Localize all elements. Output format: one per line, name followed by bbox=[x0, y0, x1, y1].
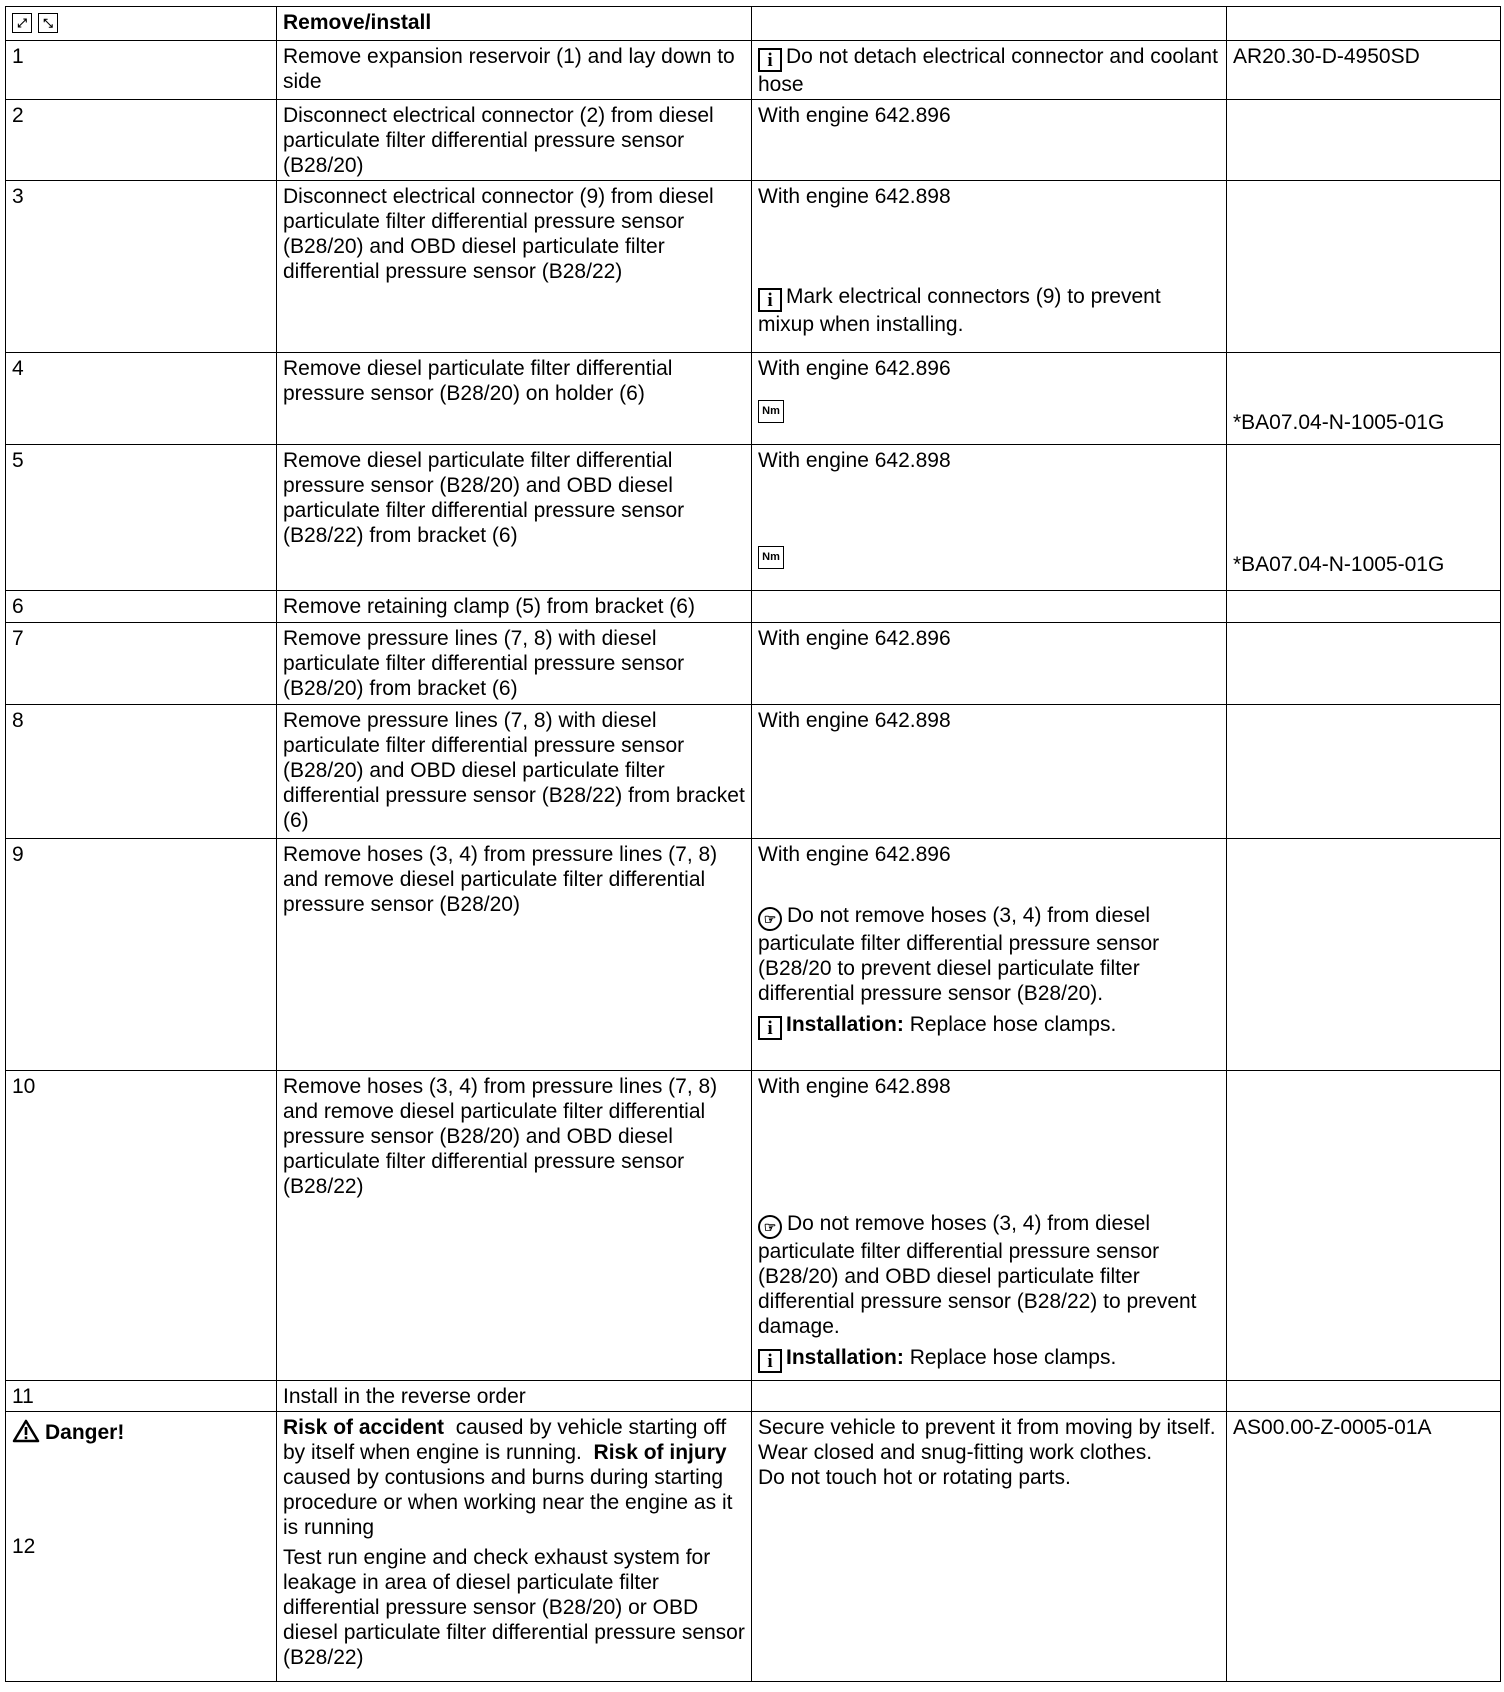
step-action: Remove diesel particulate filter differential pressure sensor (B28/20) and OBD diesel particulate filter differential pressure sensor (B28/22) from bracket (6) bbox=[277, 445, 752, 591]
step-reference bbox=[1227, 353, 1501, 445]
step-action: Remove hoses (3, 4) from pressure lines (7, 8) and remove diesel particulate filter differential pressure sensor (B28/20) and OBD diesel particulate filter differential pressure sensor (B28/22) bbox=[277, 1071, 752, 1381]
header-empty bbox=[1227, 7, 1501, 41]
table-row bbox=[6, 353, 1501, 445]
torque-icon[interactable]: Nm bbox=[758, 546, 784, 569]
step-reference bbox=[1227, 100, 1501, 181]
step-number: 6 bbox=[6, 591, 277, 623]
step-note bbox=[752, 41, 1227, 100]
step-number: 2 bbox=[6, 100, 277, 181]
table-row bbox=[6, 1381, 1501, 1412]
note-icon: ☞ bbox=[758, 907, 782, 931]
reference-link[interactable]: *BA07.04-N-1005-01G bbox=[1233, 411, 1445, 434]
spacer bbox=[1233, 356, 1494, 410]
table-row bbox=[6, 41, 1501, 100]
step-action: Remove pressure lines (7, 8) with diesel particulate filter differential pressure sensor (B28/20) and OBD diesel particulate filter differential pressure sensor (B28/22) from bracket (6) bbox=[277, 705, 752, 839]
info-icon: i bbox=[758, 1016, 782, 1040]
danger-heading bbox=[12, 1419, 270, 1445]
procedure-table bbox=[5, 6, 1501, 1682]
table-row bbox=[6, 1071, 1501, 1381]
header-row bbox=[6, 7, 1501, 41]
installation-text: Replace hose clamps. bbox=[909, 1346, 1117, 1369]
step-reference[interactable]: AR20.30-D-4950SD bbox=[1227, 41, 1501, 100]
step-note bbox=[752, 839, 1227, 1071]
step-number: 4 bbox=[6, 353, 277, 445]
note-text: Do not remove hoses (3, 4) from diesel particulate filter differential pressure sensor (B28/20 to prevent diesel particulate filter differential pressure sensor (B28/20). bbox=[758, 904, 1160, 1005]
spacer bbox=[758, 473, 1220, 541]
step-note bbox=[752, 1381, 1227, 1412]
step-note bbox=[752, 181, 1227, 353]
spacer bbox=[758, 381, 1220, 395]
risk-text: caused by contusions and burns during starting procedure or when working near the engine as it is running bbox=[283, 1466, 733, 1539]
step-note: With engine 642.896 bbox=[752, 623, 1227, 705]
header-title: Remove/install bbox=[277, 7, 752, 41]
risk-text: caused by vehicle starting off by itself when engine is running. bbox=[283, 1416, 727, 1464]
step-number: 12 bbox=[12, 1535, 36, 1558]
safety-text: Wear closed and snug-fitting work clothes. bbox=[758, 1441, 1153, 1464]
note-text: With engine 642.898 bbox=[758, 449, 951, 472]
table-row bbox=[6, 1412, 1501, 1682]
step-number: 5 bbox=[6, 445, 277, 591]
step-action: Remove expansion reservoir (1) and lay down to side bbox=[277, 41, 752, 100]
table-row bbox=[6, 100, 1501, 181]
table-row bbox=[6, 623, 1501, 705]
note-text: Do not detach electrical connector and coolant hose bbox=[758, 45, 1218, 96]
reference-link[interactable]: *BA07.04-N-1005-01G bbox=[1233, 553, 1445, 576]
step-action bbox=[277, 1412, 752, 1682]
risk-label: Risk of injury bbox=[593, 1441, 727, 1464]
step-note bbox=[752, 591, 1227, 623]
step-number: 10 bbox=[6, 1071, 277, 1381]
note-text: With engine 642.896 bbox=[758, 843, 951, 866]
step-number: 11 bbox=[6, 1381, 277, 1412]
warning-triangle-icon bbox=[12, 1419, 40, 1443]
step-note: With engine 642.896 bbox=[752, 100, 1227, 181]
safety-text: Secure vehicle to prevent it from moving by itself. bbox=[758, 1416, 1216, 1439]
step-action: Disconnect electrical connector (9) from diesel particulate filter differential pressure sensor (B28/20) and OBD diesel particulate filter differential pressure sensor (B28/22) bbox=[277, 181, 752, 353]
spacer bbox=[1233, 448, 1494, 552]
table-row bbox=[6, 705, 1501, 839]
info-icon: i bbox=[758, 48, 782, 72]
safety-text: Do not touch hot or rotating parts. bbox=[758, 1466, 1071, 1489]
step-reference bbox=[1227, 1381, 1501, 1412]
step-action: Install in the reverse order bbox=[277, 1381, 752, 1412]
info-icon: i bbox=[758, 288, 782, 312]
step-note bbox=[752, 445, 1227, 591]
header-empty bbox=[752, 7, 1227, 41]
step-reference bbox=[1227, 591, 1501, 623]
spacer bbox=[758, 1006, 1220, 1012]
installation-text: Replace hose clamps. bbox=[909, 1013, 1117, 1036]
expand-icon[interactable]: ⤢ bbox=[12, 13, 32, 33]
spacer bbox=[12, 1445, 270, 1534]
step-number: 7 bbox=[6, 623, 277, 705]
step-action-text: Test run engine and check exhaust system for leakage in area of diesel particulate filter differential pressure sensor (B28/20) or OBD diesel particulate filter differential pressure sensor (B28/22) bbox=[283, 1546, 745, 1669]
step-action: Remove hoses (3, 4) from pressure lines (7, 8) and remove diesel particulate filter differential pressure sensor (B28/20) bbox=[277, 839, 752, 1071]
step-note bbox=[752, 1071, 1227, 1381]
installation-label: Installation: bbox=[786, 1346, 904, 1369]
risk-label: Risk of accident bbox=[283, 1416, 445, 1439]
table-row bbox=[6, 445, 1501, 591]
step-action: Remove diesel particulate filter differential pressure sensor (B28/20) on holder (6) bbox=[277, 353, 752, 445]
note-text: Mark electrical connectors (9) to prevent mixup when installing. bbox=[758, 285, 1161, 336]
step-action: Disconnect electrical connector (2) from diesel particulate filter differential pressure sensor (B28/20) bbox=[277, 100, 752, 181]
note-text: Do not remove hoses (3, 4) from diesel particulate filter differential pressure sensor (B28/20) and OBD diesel particulate filter differential pressure sensor (B28/22) to prevent damage. bbox=[758, 1212, 1197, 1338]
info-icon: i bbox=[758, 1349, 782, 1373]
step-reference bbox=[1227, 623, 1501, 705]
step-reference bbox=[1227, 839, 1501, 1071]
installation-label: Installation: bbox=[786, 1013, 904, 1036]
spacer bbox=[758, 1339, 1220, 1345]
note-text: With engine 642.898 bbox=[758, 185, 951, 208]
danger-label: Danger! bbox=[45, 1421, 125, 1444]
step-reference bbox=[1227, 1071, 1501, 1381]
table-row bbox=[6, 181, 1501, 353]
step-reference bbox=[1227, 181, 1501, 353]
step-note: With engine 642.898 bbox=[752, 705, 1227, 839]
torque-icon[interactable]: Nm bbox=[758, 400, 784, 423]
step-reference bbox=[1227, 705, 1501, 839]
header-icons-cell bbox=[6, 7, 277, 41]
spacer bbox=[758, 867, 1220, 903]
spacer bbox=[758, 209, 1220, 284]
step-note bbox=[752, 1412, 1227, 1682]
step-action: Remove pressure lines (7, 8) with diesel particulate filter differential pressure sensor (B28/20) from bracket (6) bbox=[277, 623, 752, 705]
step-number-cell bbox=[6, 1412, 277, 1682]
spacer bbox=[758, 1099, 1220, 1211]
step-number: 9 bbox=[6, 839, 277, 1071]
step-reference[interactable]: AS00.00-Z-0005-01A bbox=[1227, 1412, 1501, 1682]
table-row bbox=[6, 591, 1501, 623]
step-reference bbox=[1227, 445, 1501, 591]
table-row bbox=[6, 839, 1501, 1071]
step-number: 8 bbox=[6, 705, 277, 839]
note-text: With engine 642.896 bbox=[758, 357, 951, 380]
collapse-icon[interactable]: ⤡ bbox=[38, 13, 58, 33]
step-note bbox=[752, 353, 1227, 445]
step-number: 1 bbox=[6, 41, 277, 100]
step-action: Remove retaining clamp (5) from bracket (6) bbox=[277, 591, 752, 623]
note-text: With engine 642.898 bbox=[758, 1075, 951, 1098]
note-icon: ☞ bbox=[758, 1215, 782, 1239]
step-number: 3 bbox=[6, 181, 277, 353]
